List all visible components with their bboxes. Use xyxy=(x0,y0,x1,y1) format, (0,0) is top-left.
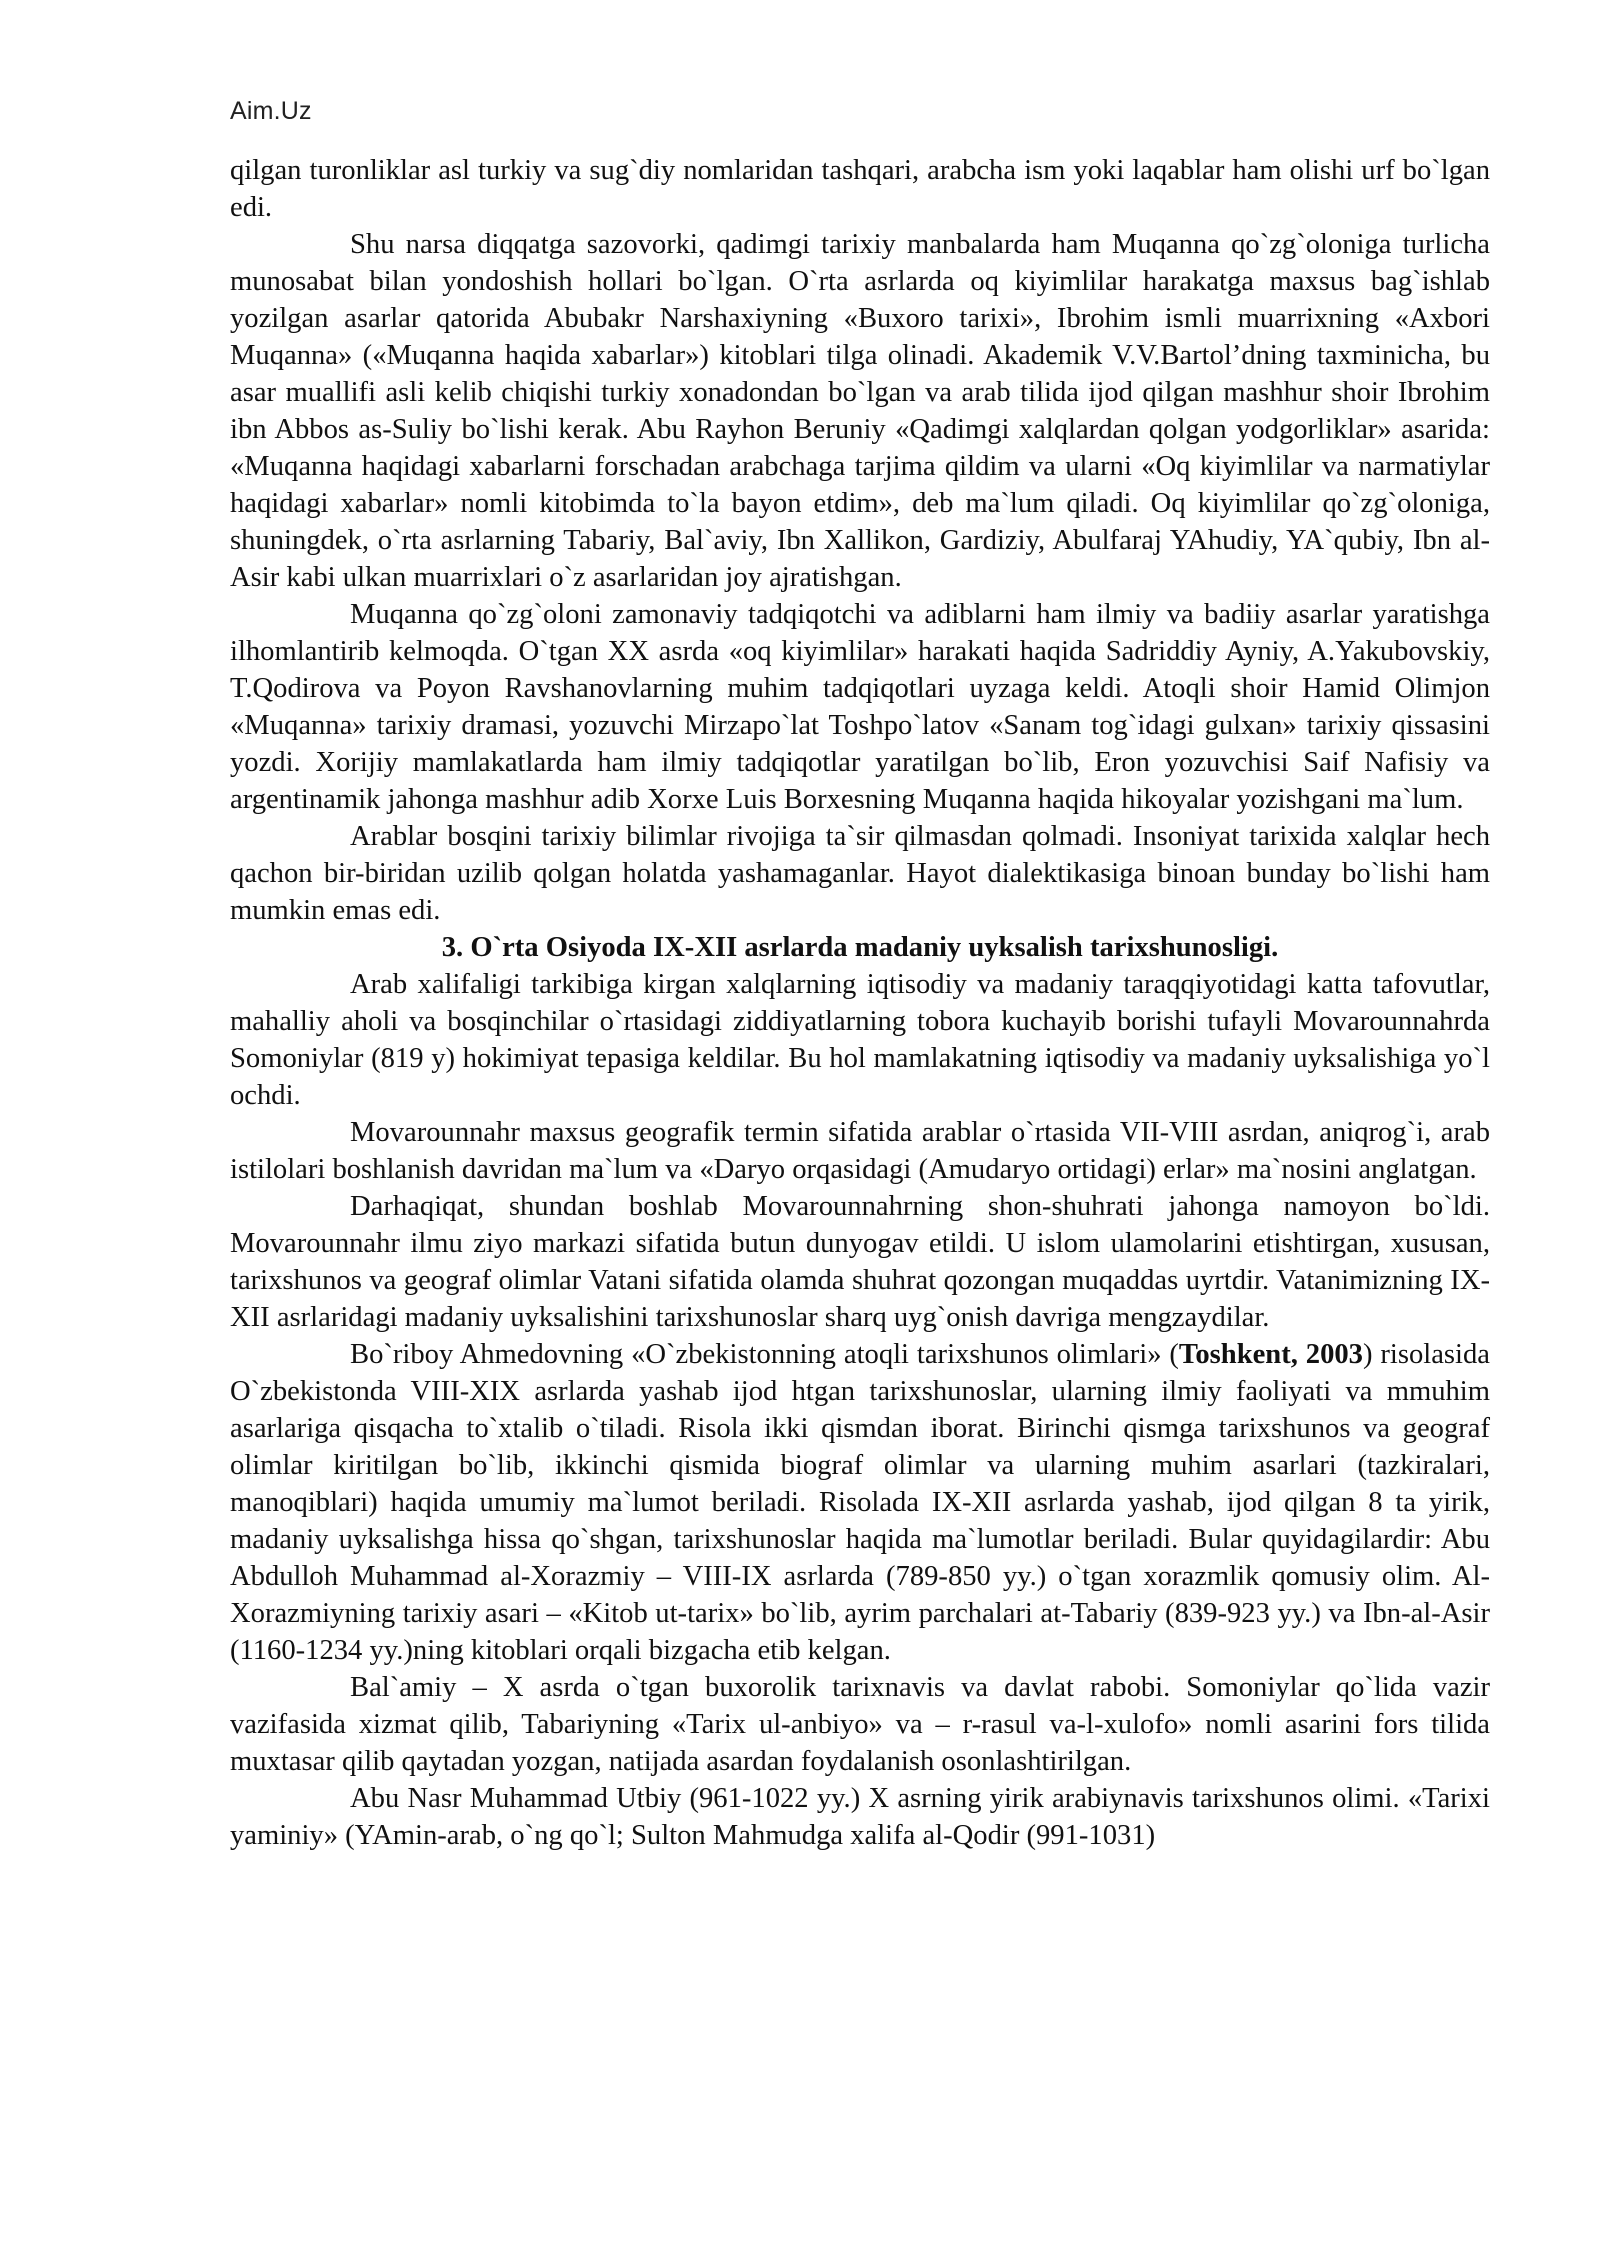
paragraph-10: Abu Nasr Muhammad Utbiy (961-1022 yy.) X asrning yirik arabiynavis tarixshunos olimi. «Tarixi yaminiy» (YAmin-arab, o`ng qo`l; Sulton Mahmudga xalifa al-Qodir (991-1031) xyxy=(230,1783,1490,1851)
paragraph-3: Muqanna qo`zg`oloni zamonaviy tadqiqotchi va adiblarni ham ilmiy va badiiy asarlar yaratishga ilhomlantirib kelmoqda. O`tgan XX asrda «oq kiyimlilar» harakati haqida Sadriddiy Ayniy, A.Yakubovskiy, T.Qodirova va Poyon Ravshanovlarning muhim tadqiqotlari uyzaga keldi. Atoqli shoir Hamid Olimjon «Muqanna» tarixiy dramasi, yozuvchi Mirzapo`lat Toshpo`latov «Sanam tog`idagi gulxan» tarixiy qissasini yozdi. Xorijiy mamlakatlarda ham ilmiy tadqiqotlar yaratilgan bo`lib, Eron yozuvchisi Saif Nafisiy va argentinamik jahonga mashhur adib Xorxe Luis Borxesning Muqanna haqida hikoyalar yozishgani ma`lum. xyxy=(230,599,1490,815)
paragraph-2: Shu narsa diqqatga sazovorki, qadimgi tarixiy manbalarda ham Muqanna qo`zg`oloniga turlicha munosabat bilan yondoshish hollari bo`lgan. O`rta asrlarda oq kiyimlilar harakatga maxsus bag`ishlab yozilgan asarlar qatorida Abubakr Narshaxiyning «Buxoro tarixi», Ibrohim ismli muarrixning «Axbori Muqanna» («Muqanna haqida xabarlar») kitoblari tilga olinadi. Akademik V.V.Bartol’dning taxminicha, bu asar muallifi asli kelib chiqishi turkiy xonadondan bo`lgan va arab tilida ijod qilgan mashhur shoir Ibrohim ibn Abbos as-Suliy bo`lishi kerak. Abu Rayhon Beruniy «Qadimgi xalqlardan qolgan yodgorliklar» asarida: «Muqanna haqidagi xabarlarni forschadan arabchaga tarjima qildim va ularni «Oq kiyimlilar va narmatiylar haqidagi xabarlar» nomli kitobimda to`la bayon etdim», deb ma`lum qiladi. Oq kiyimlilar qo`zg`oloniga, shuningdek, o`rta asrlarning Tabariy, Bal`aviy, Ibn Xallikon, Gardiziy, Abulfaraj YAhudiy, YA`qubiy, Ibn al-Asir kabi ulkan muarrixlari o`z asarlaridan joy ajratishgan. xyxy=(230,229,1490,593)
paragraph-1: qilgan turonliklar asl turkiy va sug`diy nomlaridan tashqari, arabcha ism yoki laqablar ham olishi urf bo`lgan edi. xyxy=(230,155,1490,223)
paragraph-8-start: Bo`riboy Ahmedovning «O`zbekistonning atoqli tarixshunos olimlari» ( xyxy=(350,1339,1179,1370)
document-body xyxy=(230,152,1490,1854)
paragraph-7: Darhaqiqat, shundan boshlab Movarounnahrning shon-shuhrati jahonga namoyon bo`ldi. Movarounnahr ilmu ziyo markazi sifatida butun dunyogav etildi. U islom ulamolarini etishtirgan, xususan, tarixshunos va geograf olimlar Vatani sifatida olamda shuhrat qozongan muqaddas uyrtdir. Vatanimizning IX-XII asrlaridagi madaniy uyksalishini tarixshunoslar sharq uyg`onish davriga mengzaydilar. xyxy=(230,1191,1490,1333)
paragraph-8 xyxy=(230,1336,1490,1669)
paragraph-5: Arab xalifaligi tarkibiga kirgan xalqlarning iqtisodiy va madaniy taraqqiyotidagi katta tafovutlar, mahalliy aholi va bosqinchilar o`rtasidagi ziddiyatlarning tobora kuchayib borishi tufayli Movarounnahrda Somoniylar (819 y) hokimiyat tepasiga keldilar. Bu hol mamlakatning iqtisodiy va madaniy uyksalishiga yo`l ochdi. xyxy=(230,969,1490,1111)
paragraph-8-end: ) risolasida O`zbekistonda VIII-XIX asrlarda yashab ijod htgan tarixshunoslar, ularning ilmiy faoliyati va mmuhim asarlariga qisqacha to`xtalib o`tiladi. Risola ikki qismdan iborat. Birinchi qismga tarixshunos va geograf olimlar kiritilgan bo`lib, ikkinchi qismida biograf olimlar va ularning muhim asarlari (tazkiralari, manoqiblari) haqida umumiy ma`lumot beriladi. Risolada IX-XII asrlarda yashab, ijod qilgan 8 ta yirik, madaniy uyksalishga hissa qo`shgan, tarixshunoslar haqida ma`lumotlar beriladi. Bular quyidagilardir: Abu Abdulloh Muhammad al-Xorazmiy – VIII-IX asrlarda (789-850 yy.) o`tgan xorazmlik qomusiy olim. Al-Xorazmiyning tarixiy asari – «Kitob ut-tarix» bo`lib, ayrim parchalari at-Tabariy (839-923 yy.) va Ibn-al-Asir (1160-1234 yy.)ning kitoblari orqali bizgacha etib kelgan. xyxy=(230,1339,1490,1666)
paragraph-6: Movarounnahr maxsus geografik termin sifatida arablar o`rtasida VII-VIII asrdan, aniqrog`i, arab istilolari boshlanish davridan ma`lum va «Daryo orqasidagi (Amudaryo ortidagi) erlar» ma`nosini anglatgan. xyxy=(230,1117,1490,1185)
paragraph-4: Arablar bosqini tarixiy bilimlar rivojiga ta`sir qilmasdan qolmadi. Insoniyat tarixida xalqlar hech qachon bir-biridan uzilib qolgan holatda yashamaganlar. Hayot dialektikasiga binoan bunday bo`lishi ham mumkin emas edi. xyxy=(230,821,1490,926)
site-header: Aim.Uz xyxy=(230,97,312,125)
paragraph-8-bold: Toshkent, 2003 xyxy=(1178,1339,1363,1370)
paragraph-9: Bal`amiy – X asrda o`tgan buxorolik tarixnavis va davlat rabobi. Somoniylar qo`lida vazir vazifasida xizmat qilib, Tabariyning «Tarix ul-anbiyo» va – r-rasul va-l-xulofo» nomli asarini fors tilida muxtasar qilib qaytadan yozgan, natijada asardan foydalanish osonlashtirilgan. xyxy=(230,1672,1490,1777)
section-heading: 3. O`rta Osiyoda IX-XII asrlarda madaniy uyksalish tarixshunosligi. xyxy=(441,932,1279,963)
